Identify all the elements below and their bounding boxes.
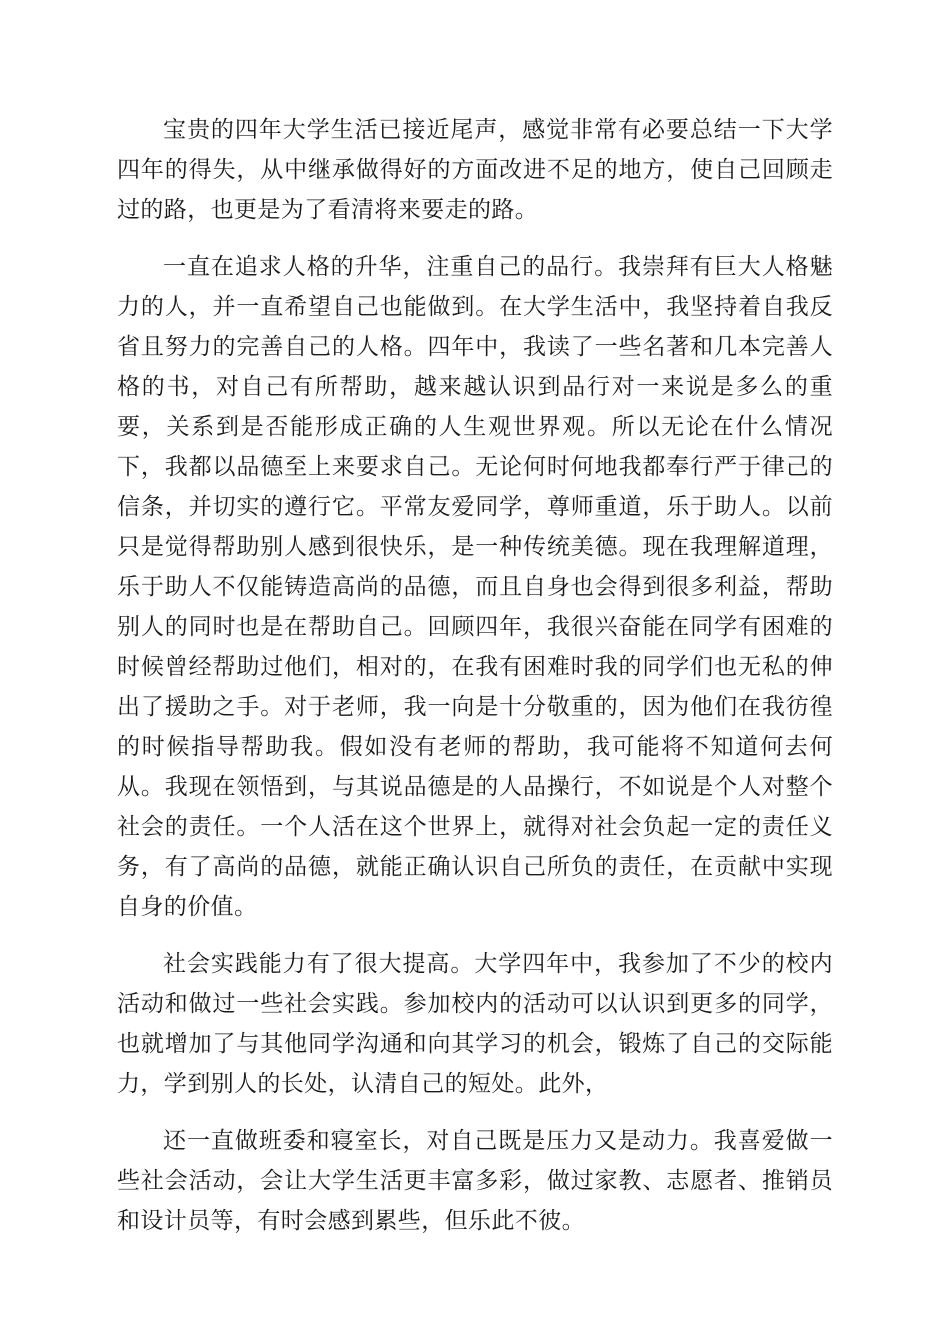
document-body bbox=[117, 110, 833, 1258]
paragraph-character: 一直在追求人格的升华，注重自己的品行。我崇拜有巨大人格魅力的人，并一直希望自己也能做到。在大学生活中，我坚持着自我反省且努力的完善自己的人格。四年中，我读了一些名著和几本完善人格的书，对自己有所帮助，越来越认识到品行对一来说是多么的重要，关系到是否能形成正确的人生观世界观。所以无论在什么情况下，我都以品德至上来要求自己。无论何时何地我都奉行严于律己的信条，并切实的遵行它。平常友爱同学，尊师重道，乐于助人。以前只是觉得帮助别人感到很快乐，是一种传统美德。现在我理解道理，乐于助人不仅能铸造高尚的品德，而且自身也会得到很多利益，帮助别人的同时也是在帮助自己。回顾四年，我很兴奋能在同学有困难的时候曾经帮助过他们，相对的，在我有困难时我的同学们也无私的伸出了援助之手。对于老师，我一向是十分敬重的，因为他们在我彷徨的时候指导帮助我。假如没有老师的帮助，我可能将不知道何去何从。我现在领悟到，与其说品德是的人品操行，不如说是个人对整个社会的责任。一个人活在这个世界上，就得对社会负起一定的责任义务，有了高尚的品德，就能正确认识自己所负的责任，在贡献中实现自身的价值。 bbox=[117, 254, 833, 920]
paragraph-class-committee: 还一直做班委和寝室长，对自己既是压力又是动力。我喜爱做一些社会活动，会让大学生活更丰富多彩，做过家教、志愿者、推销员和设计员等，有时会感到累些，但乐此不彼。 bbox=[117, 1128, 833, 1234]
paragraph-social-practice: 社会实践能力有了很大提高。大学四年中，我参加了不少的校内活动和做过一些社会实践。参加校内的活动可以认识到更多的同学，也就增加了与其他同学沟通和向其学习的机会，锻炼了自己的交际能力，学到别人的长处，认清自己的短处。此外， bbox=[117, 951, 833, 1097]
paragraph-intro: 宝贵的四年大学生活已接近尾声，感觉非常有必要总结一下大学四年的得失，从中继承做得好的方面改进不足的地方，使自己回顾走过的路，也更是为了看清将来要走的路。 bbox=[117, 117, 833, 223]
